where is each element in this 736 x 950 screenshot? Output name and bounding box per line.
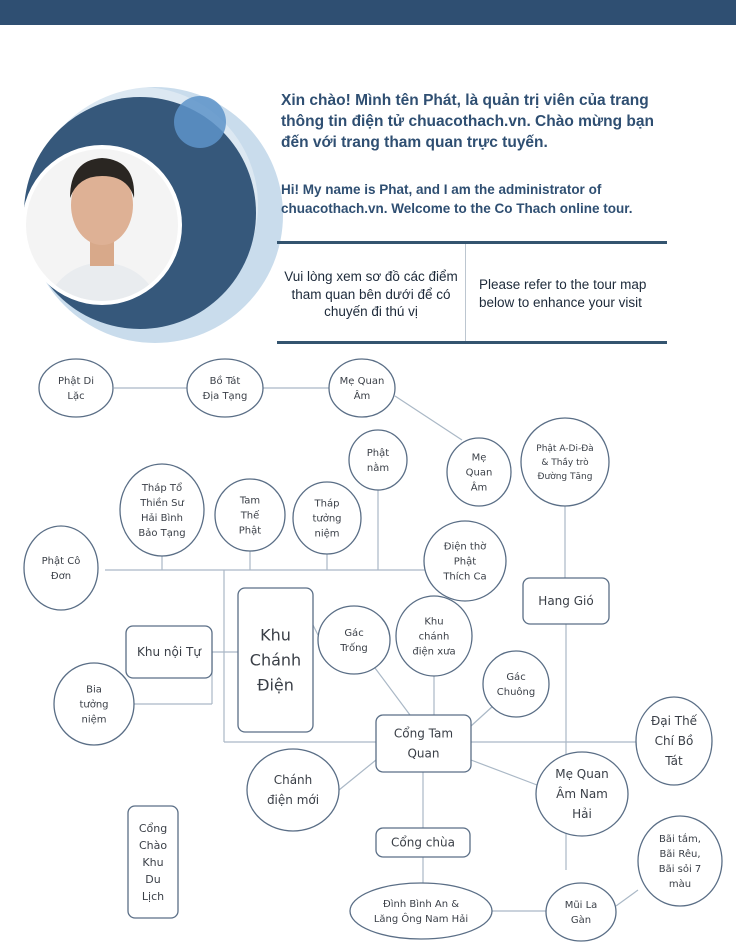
node-label: Cổng chùa (391, 835, 455, 850)
node-label: Hang Gió (538, 594, 594, 609)
node-label: Tháp tưởng niệm (312, 498, 342, 540)
node-me-quan-am-nam-hai (536, 752, 628, 836)
node-shape (376, 715, 471, 772)
node-label: Cổng Tam Quan (393, 726, 454, 761)
node-bo-tat-dia-tang (187, 359, 263, 417)
node-label: Bia tưởng niệm (79, 684, 109, 726)
node-label: Chánh điện mới (266, 773, 320, 808)
node-shape (187, 359, 263, 417)
node-label: Gác Chuông (496, 672, 536, 698)
node-shape (483, 651, 549, 717)
intro-vietnamese: Xin chào! Mình tên Phát, là quản trị viên của trang thông tin điện tử chuacothach.vn. Chào mừng bạn đến với trang tham quan trực tuyến. (281, 92, 654, 151)
node-label: Cổng Chào Khu Du Lịch (138, 821, 168, 903)
node-shape (638, 816, 722, 906)
node-label: Khu chánh điện xưa (412, 616, 456, 658)
node-label: Mũi La Gàn (564, 900, 598, 926)
node-label: Điện thờ Phật Thích Ca (443, 541, 487, 583)
node-phat-a-di-da (521, 418, 609, 506)
node-label: Mẹ Quan Âm (465, 452, 493, 494)
node-label: Đình Bình An & Lăng Ông Nam Hải (373, 899, 469, 925)
node-khu-noi-tu (126, 626, 212, 678)
node-label: Phật A-Di-Đà & Thầy trò Đường Tăng (536, 444, 594, 483)
node-dai-the-chi (636, 697, 712, 785)
node-label: Phật nằm (366, 448, 390, 474)
node-label: Gác Trống (340, 628, 368, 654)
node-label: Phật Di Lặc (57, 376, 95, 402)
node-tam-the-phat (215, 479, 285, 551)
node-label: Phật Cô Đơn (41, 556, 81, 582)
node-label: Bãi tắm, Bãi Rêu, Bãi sỏi 7 màu (658, 834, 702, 890)
node-khu-chanh-dien-xua (396, 596, 472, 676)
guide-english: Please refer to the tour map below to enhance your visit (479, 277, 647, 310)
node-phat-nam (349, 430, 407, 490)
node-label: Bồ Tát Địa Tạng (202, 376, 248, 402)
node-cong-chua (376, 828, 470, 857)
node-shape (24, 526, 98, 610)
node-shape (329, 359, 395, 417)
node-khu-chanh-dien (238, 588, 313, 732)
node-chanh-dien-moi (247, 749, 339, 831)
node-cong-tam-quan (376, 715, 471, 772)
node-bia-tuong-niem (54, 663, 134, 745)
node-label: Tháp Tổ Thiền Sư Hải Bình Bảo Tạng (138, 483, 186, 539)
node-shape (350, 883, 492, 939)
node-shape (349, 430, 407, 490)
node-shape (247, 749, 339, 831)
node-label: Đại Thế Chí Bồ Tát (650, 714, 698, 769)
node-shape (39, 359, 113, 417)
node-thap-tuong-niem (293, 482, 361, 554)
node-phat-co-don (24, 526, 98, 610)
node-me-quan-am-top (329, 359, 395, 417)
node-thap-to (120, 464, 204, 556)
node-label: Mẹ Quan Âm (339, 376, 385, 402)
node-hang-gio (523, 578, 609, 624)
node-phat-di-lac (39, 359, 113, 417)
node-me-quan-am-mid (447, 438, 511, 506)
node-mui-la-gan (546, 883, 616, 941)
node-shape (546, 883, 616, 941)
node-bai-tam (638, 816, 722, 906)
node-label: Khu nội Tự (137, 645, 201, 660)
node-dien-tho-thich-ca (424, 521, 506, 601)
node-shape (120, 464, 204, 556)
guide-vietnamese: Vui lòng xem sơ đồ các điểm tham quan bên dưới để có chuyến đi thú vị (284, 269, 458, 319)
node-cong-chao (128, 806, 178, 918)
node-gac-chuong (483, 651, 549, 717)
node-label: Mẹ Quan Âm Nam Hải (555, 767, 609, 822)
node-label: Tam Thế Phật (238, 495, 262, 537)
node-gac-trong (318, 606, 390, 674)
node-label: Khu Chánh Điện (249, 625, 302, 695)
node-dinh-binh-an (350, 883, 492, 939)
node-shape (318, 606, 390, 674)
intro-english: Hi! My name is Phat, and I am the administrator of chuacothach.vn. Welcome to the Co Thach online tour. (281, 182, 633, 216)
